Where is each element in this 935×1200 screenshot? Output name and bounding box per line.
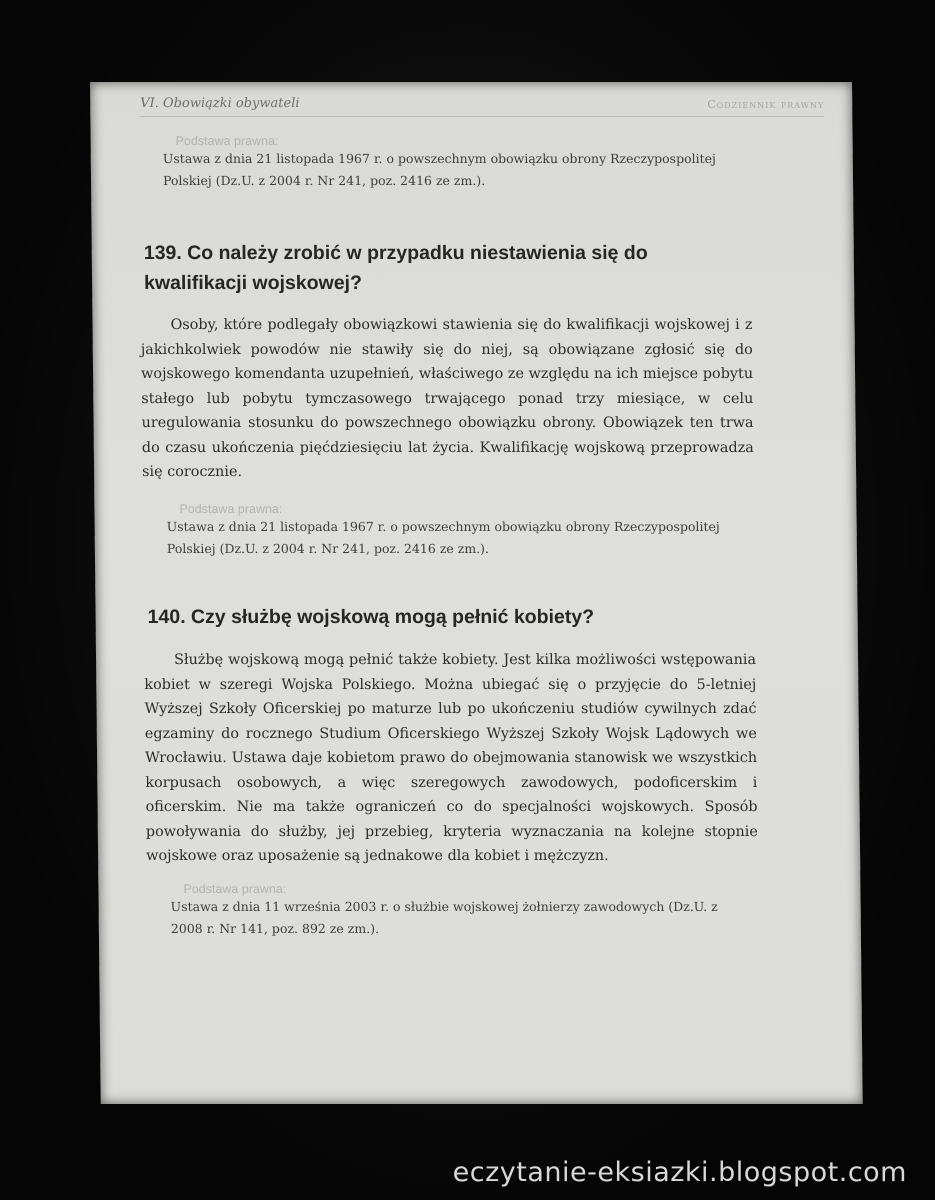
answer-139: [92, 313, 856, 485]
question-140-title: 140. Czy służbę wojskową mogą pełnić kobiety?: [147, 606, 595, 628]
legal-basis-139: [94, 502, 857, 560]
question-139: [92, 238, 855, 298]
legal-basis-text: Ustawa z dnia 21 listopada 1967 r. o powszechnym obowiązku obrony Rzeczypospolitej Polskiej (Dz.U. z 2004 r. Nr 241, poz. 2416 ze zm.).: [166, 519, 720, 556]
answer-139-text: Osoby, które podlegały obowiązkowi stawienia się do kwalifikacji wojskowej i z jakichkolwiek powodów nie stawiły się do niej, są obowiązane zgłosić się do wojskowego komendanta uzupełnień, właściwego ze względu na ich miejsce pobytu stałego lub pobytu tymczasowego trwającego ponad trzy miesiące, w celu uregulowania stosunku do powszechnego obowiązku obrony. Obowiązek ten trwa do czasu ukończenia pięćdziesięciu lat życia. Kwalifikację wojskową przeprowadza się corocznie.: [140, 317, 754, 480]
chapter-title: VI. Obowiązki obywateli: [140, 96, 300, 111]
answer-140-text: Służbę wojskową mogą pełnić także kobiety. Jest kilka możliwości wstępowania kobiet w szeregi Wojska Polskiego. Można ubiegać się o przyjęcie do 5-letniej Wyższej Szkoły Oficerskiej po maturze lub po ukończeniu studiów cywilnych zdać egzaminy do rocznego Studium Oficerskiego Wyższej Szkoły Wojsk Lądowych we Wrocławiu. Ustawa daje kobietom prawo do obejmowania stanowisk we wszystkich korpusach osobowych, a więc szeregowych zawodowych, podoficerskim i oficerskim. Nie ma także ograniczeń co do specjalności wojskowych. Sposób powoływania do służby, jej przebieg, kryteria wyznaczania na kolejne stopnie wojskowe oraz uposażenie są jednakowe dla kobiet i mężczyzn.: [144, 652, 758, 864]
blog-watermark: eczytanie-eksiazki.blogspot.com: [452, 1157, 907, 1188]
legal-basis-label: Podstawa prawna:: [183, 882, 287, 896]
running-head: [140, 94, 824, 117]
question-139-title: 139. Co należy zrobić w przypadku niestawienia się do kwalifikacji wojskowej?: [143, 242, 648, 294]
legal-basis-label: Podstawa prawna:: [175, 134, 279, 148]
answer-140: [96, 648, 860, 869]
legal-basis-top: [91, 134, 854, 192]
legal-basis-label: Podstawa prawna:: [179, 502, 283, 516]
series-title: Codziennik prawny: [707, 98, 825, 111]
question-140: [95, 602, 857, 632]
legal-basis-text: Ustawa z dnia 11 września 2003 r. o służbie wojskowej żołnierzy zawodowych (Dz.U. z 2008 r. Nr 141, poz. 892 ze zm.).: [170, 899, 718, 936]
legal-basis-140: [98, 882, 861, 940]
legal-basis-text: Ustawa z dnia 21 listopada 1967 r. o powszechnym obowiązku obrony Rzeczypospolitej Polskiej (Dz.U. z 2004 r. Nr 241, poz. 2416 ze zm.).: [162, 151, 716, 188]
ereader-screen: [90, 82, 863, 1104]
